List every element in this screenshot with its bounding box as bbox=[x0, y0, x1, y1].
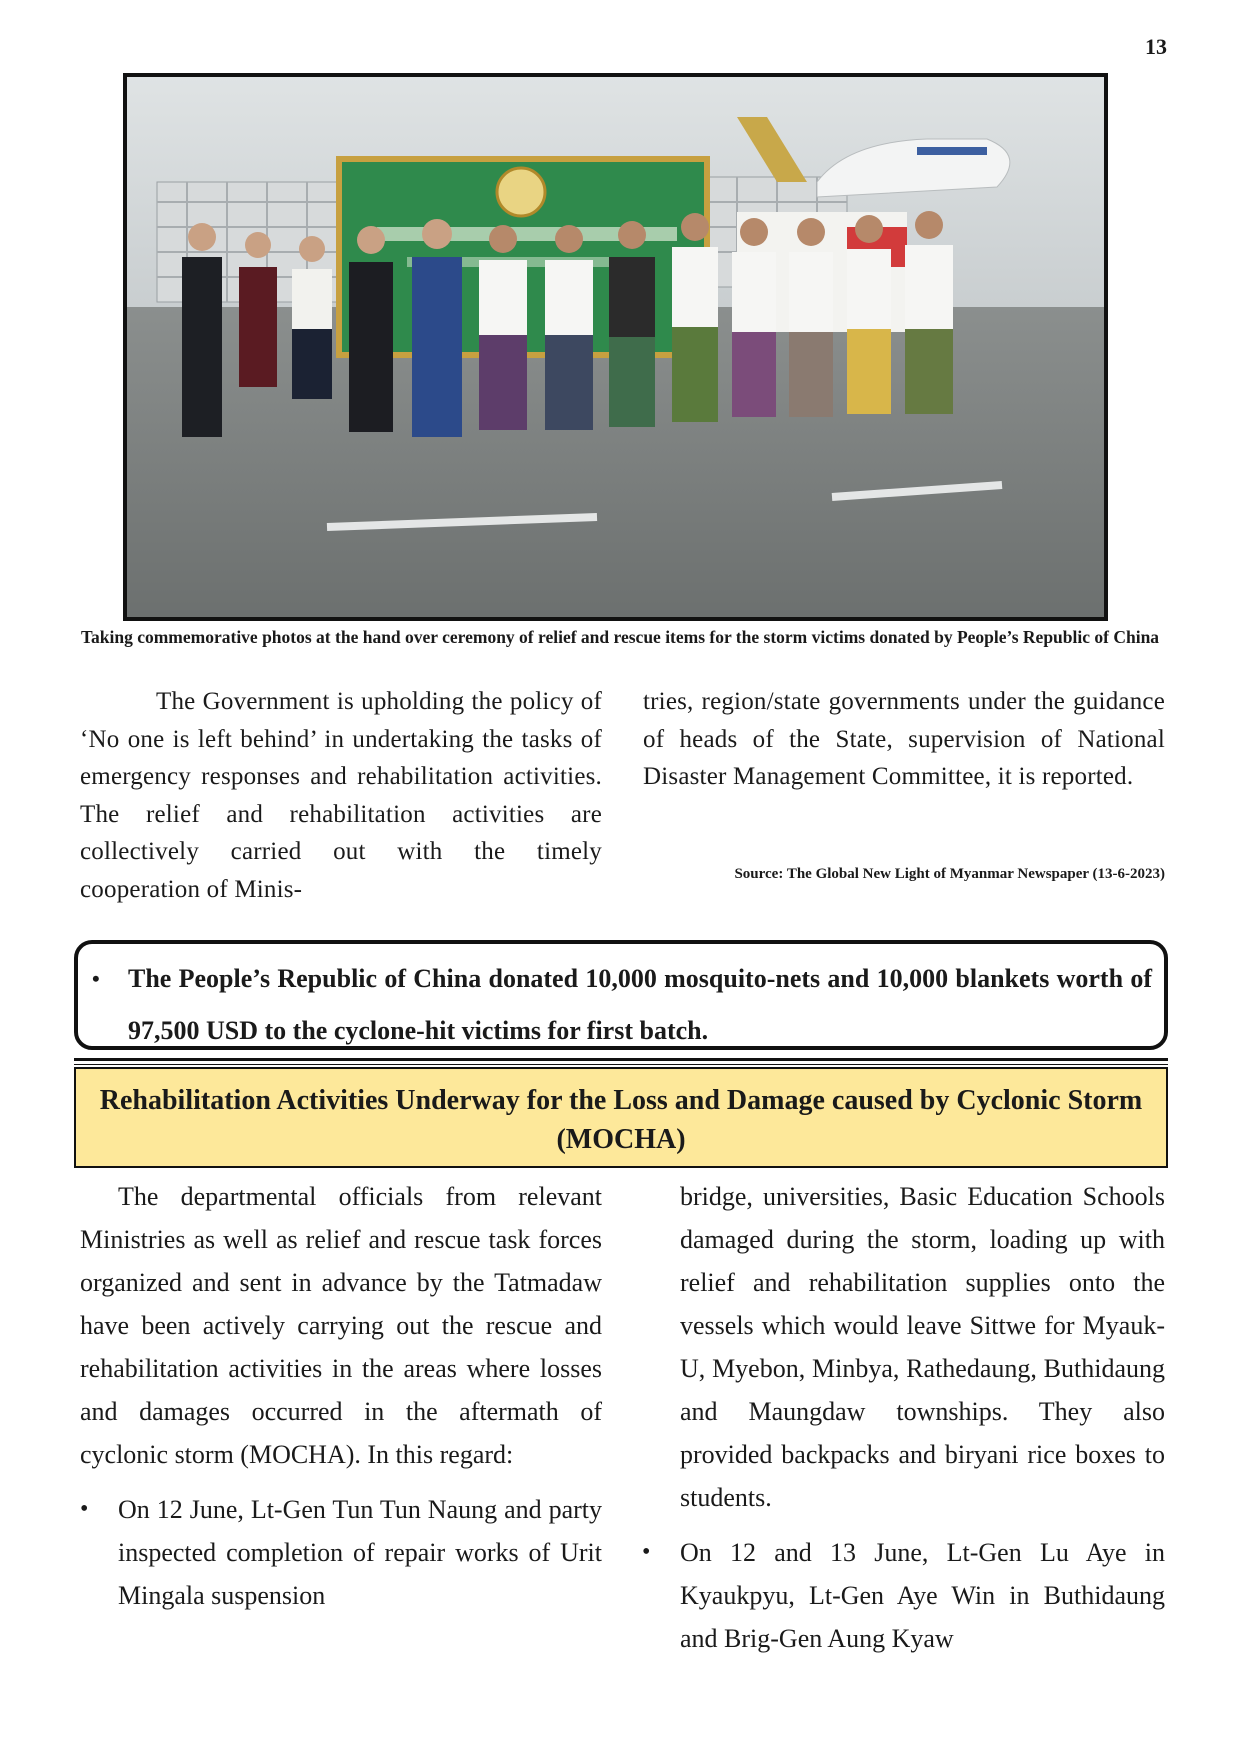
bullet-list bbox=[680, 1531, 1165, 1660]
section-column-left bbox=[80, 1175, 602, 1617]
bullet-list bbox=[80, 1488, 602, 1617]
list-item: • On 12 June, Lt-Gen Tun Tun Naung and party inspected completion of repair works of Urit Mingala suspension bbox=[80, 1488, 602, 1617]
commemorative-photo bbox=[123, 73, 1108, 621]
divider-thin bbox=[74, 1064, 1168, 1065]
callout-text: The People’s Republic of China donated 10,000 mosquito-nets and 10,000 blankets worth of 97,500 USD to the cyclone-hit victims for first batch. bbox=[128, 964, 1152, 1045]
page-number: 13 bbox=[1145, 34, 1167, 59]
list-item: • On 12 and 13 June, Lt-Gen Lu Aye in Kyaukpyu, Lt-Gen Aye Win in Buthidaung and Brig-Gen Aung Kyaw bbox=[680, 1531, 1165, 1660]
section-heading: Rehabilitation Activities Underway for the Loss and Damage caused by Cyclonic Storm (MOCHA) bbox=[74, 1067, 1168, 1168]
highlight-callout bbox=[74, 940, 1168, 1050]
bullet-icon: • bbox=[92, 966, 100, 991]
article-paragraph: The Government is upholding the policy of ‘No one is left behind’ in undertaking the tasks of emergency responses and rehabilitation activities. The relief and rehabilitation activities are collectively carried out with the timely cooperation of Minis- bbox=[80, 688, 602, 903]
photo-icon bbox=[127, 77, 1104, 617]
article-paragraph-continued: tries, region/state governments under the guidance of heads of the State, supervision of National Disaster Management Committee, it is reported. bbox=[643, 688, 1165, 790]
article-column-left bbox=[80, 683, 602, 908]
divider bbox=[74, 1058, 1168, 1061]
article-column-right bbox=[643, 683, 1165, 796]
section-intro-paragraph: The departmental officials from relevant Ministries as well as relief and rescue task forces organized and sent in advance by the Tatmadaw have been actively carrying out the rescue and rehabilitation activities in the areas where losses and damages occurred in the aftermath of cyclonic storm (MOCHA). In this regard: bbox=[80, 1182, 602, 1469]
section-paragraph-continued: bridge, universities, Basic Education Schools damaged during the storm, loading up with relief and rehabilitation supplies onto the vessels which would leave Sittwe for Myauk-U, Myebon, Minbya, Rathedaung, Buthidaung and Maungdaw townships. They also provided backpacks and biryani rice boxes to students. bbox=[680, 1182, 1165, 1512]
photo-caption: Taking commemorative photos at the hand over ceremony of relief and rescue items for the storm victims donated by People’s Republic of China bbox=[80, 627, 1160, 647]
section-column-right bbox=[680, 1175, 1165, 1660]
source-citation: Source: The Global New Light of Myanmar Newspaper (13-6-2023) bbox=[734, 866, 1165, 882]
